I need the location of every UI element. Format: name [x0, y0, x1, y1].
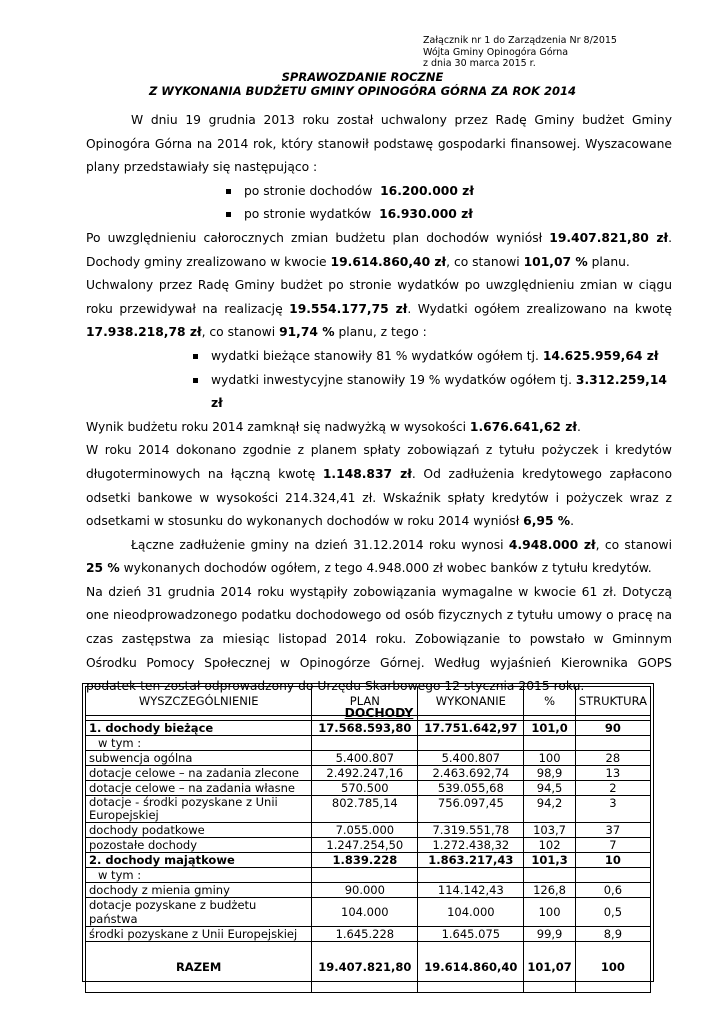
column-header: WYSZCZEGÓLNIENIE — [86, 687, 312, 716]
bullet-text: wydatki bieżące stanowiły 81 % wydatków ogółem tj. — [211, 348, 543, 363]
section-heading-revenue: DOCHODY — [344, 705, 414, 720]
paragraph-revenue: Po uwzględnieniu całorocznych zmian budżetu plan dochodów wyniósł 19.407.821,80 zł. Dochody gminy zrealizowano w kwocie 19.614.860,40 zł, co stanowi 101,07 % planu. — [86, 230, 672, 269]
bullet-expense-plan — [86, 203, 672, 227]
bullet-square-icon — [226, 189, 231, 194]
revenue-table — [85, 686, 651, 993]
table-row: dochody podatkowe 7.055.000 7.319.551,78 103,7 37 — [86, 823, 651, 838]
paragraph-loans: W roku 2014 dokonano zgodnie z planem spłaty zobowiązań z tytułu pożyczek i kredytów długoterminowych na łączną kwotę 1.148.837 zł. Od zadłużenia kredytowego zapłacono odsetki bankowe w wysokości 214.324,41 zł. Wskaźnik spłaty kredytów i pożyczek wraz z odsetkami w stosunku do wykonanych dochodów w roku 2014 wyniósł 6,95 %. — [86, 443, 672, 529]
bullet-square-icon — [226, 212, 231, 217]
table-row: w tym : — [86, 868, 651, 883]
bullet-investment-expenses — [86, 369, 672, 416]
table-row: dotacje - środki pozyskane z Unii Europejskiej 802.785,14 756.097,45 94,2 3 — [86, 796, 651, 823]
column-header: STRUKTURA — [575, 687, 650, 716]
table-row: 1. dochody bieżące 17.568.593,80 17.751.642,97 101,0 90 — [86, 721, 651, 736]
table-row: 2. dochody majątkowe 1.839.228 1.863.217,43 101,3 10 — [86, 853, 651, 868]
annex-line: Wójta Gminy Opinogóra Górna — [423, 46, 569, 58]
paragraph-debt: Łączne zadłużenie gminy na dzień 31.12.2014 roku wynosi 4.948.000 zł, co stanowi 25 % wykonanych dochodów ogółem, z tego 4.948.000 zł wobec banków z tytułu kredytów. — [86, 537, 672, 576]
bullet-revenue-plan — [86, 180, 672, 204]
report-body — [86, 109, 672, 725]
bullet-value: 14.625.959,64 zł — [542, 348, 659, 363]
bullet-value: 3.312.259,14 zł — [211, 372, 667, 411]
bullet-square-icon — [193, 354, 198, 359]
table-row: w tym : — [86, 736, 651, 751]
bullet-text: po stronie dochodów — [244, 183, 373, 198]
table-row: subwencja ogólna 5.400.807 5.400.807 100 28 — [86, 751, 651, 766]
table-row: dotacje pozyskane z budżetu państwa 104.000 104.000 100 0,5 — [86, 898, 651, 927]
annex-line: z dnia 30 marca 2015 r. — [423, 58, 536, 69]
paragraph-result: Wynik budżetu roku 2014 zamknął się nadwyżką w wysokości 1.676.641,62 zł. — [86, 419, 581, 434]
title-line-2: Z WYKONANIA BUDŻETU GMINY OPINOGÓRA GÓRNA ZA ROK 2014 — [148, 84, 577, 98]
table-row: pozostałe dochody 1.247.254,50 1.272.438,32 102 7 — [86, 838, 651, 853]
table-total-row: RAZEM 19.407.821,80 19.614.860,40 101,07 100 — [86, 942, 651, 993]
paragraph-expenses: Uchwalony przez Radę Gminy budżet po stronie wydatków po uwzględnieniu zmian w ciągu roku przewidywał na realizację 19.554.177,75 zł. Wydatki ogółem zrealizowano na kwotę 17.938.218,78 zł, co stanowi 91,74 % planu, z tego : — [86, 278, 672, 340]
bullet-current-expenses — [86, 345, 672, 369]
column-header: PLAN — [312, 687, 418, 716]
table-row: dotacje celowe – na zadania zlecone 2.492.247,16 2.463.692,74 98,9 13 — [86, 766, 651, 781]
table-row: środki pozyskane z Unii Europejskiej 1.645.228 1.645.075 99,9 8,9 — [86, 927, 651, 942]
bullet-square-icon — [193, 378, 198, 383]
bullet-value: 16.200.000 zł — [380, 183, 474, 198]
revenue-table-frame — [82, 683, 654, 982]
annex-line: Załącznik nr 1 do Zarządzenia Nr 8/2015 — [423, 35, 617, 46]
bullet-value: 16.930.000 zł — [379, 207, 473, 222]
table-row: dochody z mienia gminy 90.000 114.142,43 126,8 0,6 — [86, 883, 651, 898]
report-title — [0, 70, 725, 98]
table-row: dotacje celowe – na zadania własne 570.500 539.055,68 94,5 2 — [86, 781, 651, 796]
annex-header — [423, 35, 617, 70]
title-line-1: SPRAWOZDANIE ROCZNE — [281, 70, 444, 84]
column-header: WYKONANIE — [418, 687, 524, 716]
bullet-text: po stronie wydatków — [244, 207, 372, 222]
bullet-text: wydatki inwestycyjne stanowiły 19 % wydatków ogółem tj. — [211, 372, 576, 387]
table-header-row — [86, 687, 651, 716]
paragraph-intro: W dniu 19 grudnia 2013 roku został uchwalony przez Radę Gminy budżet Gminy Opinogóra Górna na 2014 rok, który stanowił podstawę gospodarki finansowej. Wyszacowane plany przedstawiały się następująco : — [86, 113, 672, 175]
column-header: % — [524, 687, 575, 716]
paragraph-liabilities: Na dzień 31 grudnia 2014 roku wystąpiły zobowiązania wymagalne w kwocie 61 zł. Dotyczą one nieodprowadzonego podatku dochodowego od osób fizycznych z tytułu umowy o pracę na czas zastępstwa za miesiąc listopad 2014 roku. Zobowiązanie to powstało w Gminnym Ośrodku Pomocy Społecznej w Opinogórze Górnej. Według wyjaśnień Kierownika GOPS podatek ten został odprowadzony do Urzędu Skarbowego 12 stycznia 2015 roku. — [86, 584, 672, 694]
